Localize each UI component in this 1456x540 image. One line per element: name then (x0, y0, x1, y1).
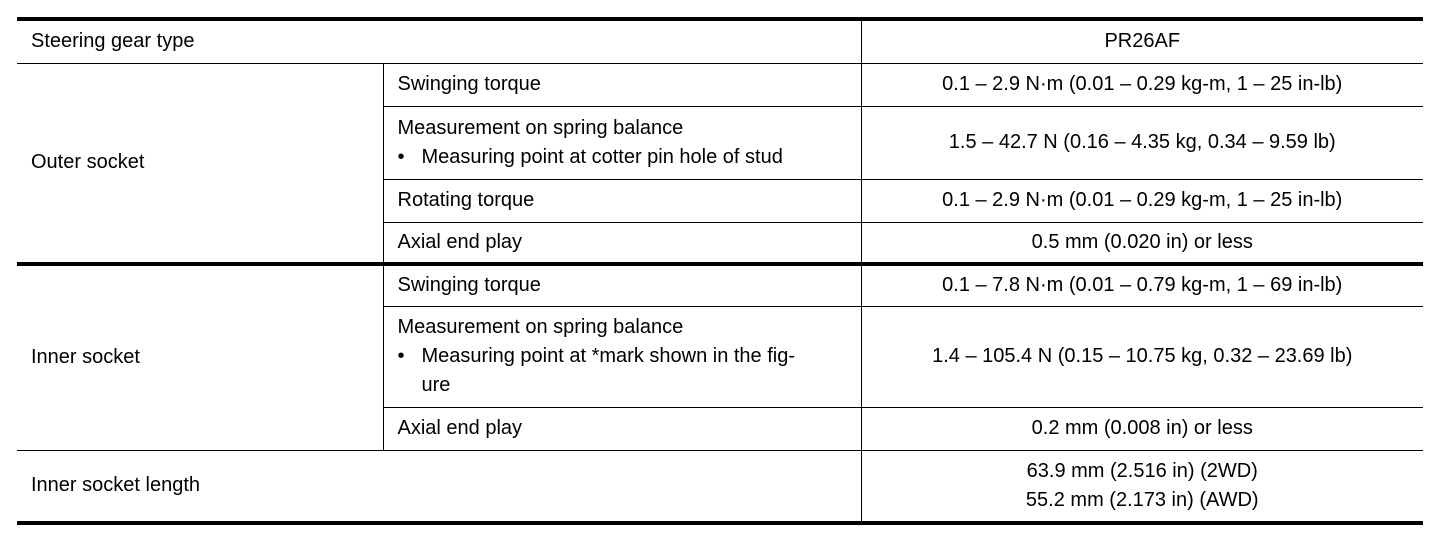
row-item-label: Axial end play (383, 222, 861, 264)
table-row (17, 63, 1423, 106)
outer-socket-label: Outer socket (17, 63, 383, 264)
row-item-cell (383, 306, 861, 407)
row-value: 1.4 – 105.4 N (0.15 – 10.75 kg, 0.32 – 23.69 lb) (861, 306, 1423, 407)
inner-socket-length-label: Inner socket length (17, 450, 861, 523)
row-item-label: Measurement on spring balance (397, 316, 684, 338)
row-item-subtext-line2: ure (421, 374, 451, 396)
inner-socket-label: Inner socket (17, 264, 383, 450)
table-row (17, 264, 1423, 306)
bullet-icon: • (397, 345, 405, 367)
row-item-label: Axial end play (383, 407, 861, 450)
row-value: 0.5 mm (0.020 in) or less (861, 222, 1423, 264)
row-value: 0.2 mm (0.008 in) or less (861, 407, 1423, 450)
length-2wd-value: 63.9 mm (2.516 in) (2WD) (1026, 459, 1258, 482)
row-value: 0.1 – 7.8 N·m (0.01 – 0.79 kg-m, 1 – 69 in-lb) (861, 264, 1423, 306)
row-item-subtext (422, 342, 847, 400)
row-value: 0.1 – 2.9 N·m (0.01 – 0.29 kg-m, 1 – 25 in-lb) (861, 63, 1423, 106)
row-item-label: Measurement on spring balance (397, 116, 684, 139)
row-item-label: Swinging torque (383, 63, 861, 106)
row-item-label: Rotating torque (383, 179, 861, 222)
bullet-line (398, 143, 847, 172)
row-item-label: Swinging torque (383, 264, 861, 306)
steering-gear-type-label: Steering gear type (17, 19, 861, 63)
steering-gear-type-value: PR26AF (861, 19, 1423, 63)
header-row (17, 19, 1423, 63)
length-awd-value: 55.2 mm (2.173 in) (AWD) (1025, 488, 1259, 511)
table-row (17, 450, 1423, 523)
row-item-subtext-line1: Measuring point at *mark shown in the fig- (421, 345, 796, 367)
spec-table (17, 17, 1423, 525)
row-item-cell (383, 106, 861, 179)
inner-socket-length-value (861, 450, 1423, 523)
bullet-line (398, 342, 847, 400)
row-value: 1.5 – 42.7 N (0.16 – 4.35 kg, 0.34 – 9.59 lb) (861, 106, 1423, 179)
row-value: 0.1 – 2.9 N·m (0.01 – 0.29 kg-m, 1 – 25 in-lb) (861, 179, 1423, 222)
bullet-icon: • (397, 145, 405, 168)
row-item-subtext: Measuring point at cotter pin hole of stud (421, 145, 783, 168)
